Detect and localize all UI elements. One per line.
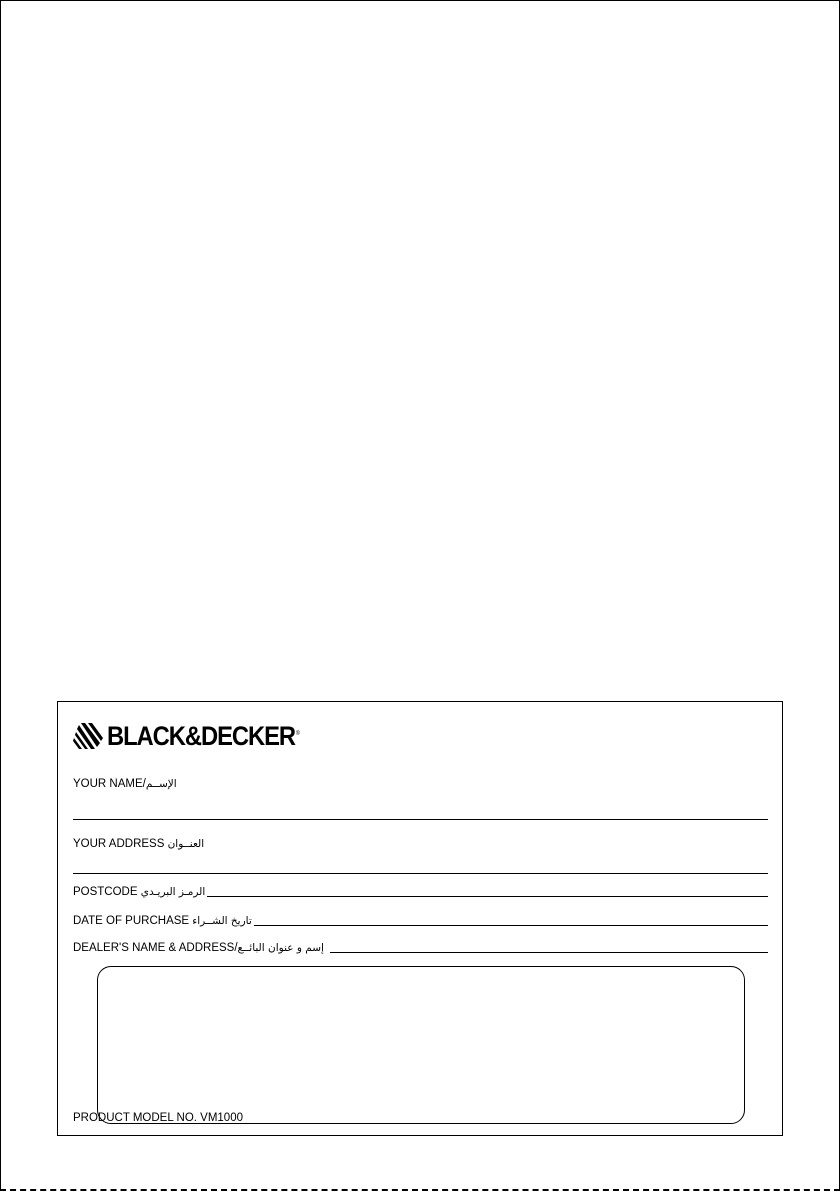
dealer-label: DEALER'S NAME & ADDRESS/: [73, 942, 238, 954]
postcode-label: POSTCODE: [73, 886, 138, 898]
dealer-row: DEALER'S NAME & ADDRESS/ إسم و عنوان البائــع: [73, 942, 768, 955]
warranty-card: [57, 701, 783, 1136]
product-model-number: PRODUCT MODEL NO. VM1000: [73, 1112, 243, 1124]
name-line[interactable]: [73, 819, 768, 820]
cut-line: [0, 1189, 840, 1191]
registered-mark: ®: [295, 731, 299, 737]
date-of-purchase-line[interactable]: [254, 925, 768, 926]
postcode-row: POSTCODE الرمـز البريـدي: [73, 886, 768, 899]
name-label: YOUR NAME/ الإســم: [73, 778, 177, 790]
brand-name: BLACK&DECKER®: [107, 721, 299, 751]
address-line[interactable]: [73, 873, 768, 874]
postcode-line[interactable]: [207, 896, 768, 897]
dealer-line[interactable]: [330, 952, 768, 953]
address-label: YOUR ADDRESS العنــوان: [73, 838, 205, 850]
date-of-purchase-label: DATE OF PURCHASE: [73, 915, 190, 927]
brand-logo: [73, 722, 325, 750]
dealer-stamp-box[interactable]: [97, 966, 745, 1124]
date-of-purchase-row: DATE OF PURCHASE تاريخ الشــراء: [73, 915, 768, 928]
hexagon-stripes-logo-icon: [73, 723, 103, 749]
